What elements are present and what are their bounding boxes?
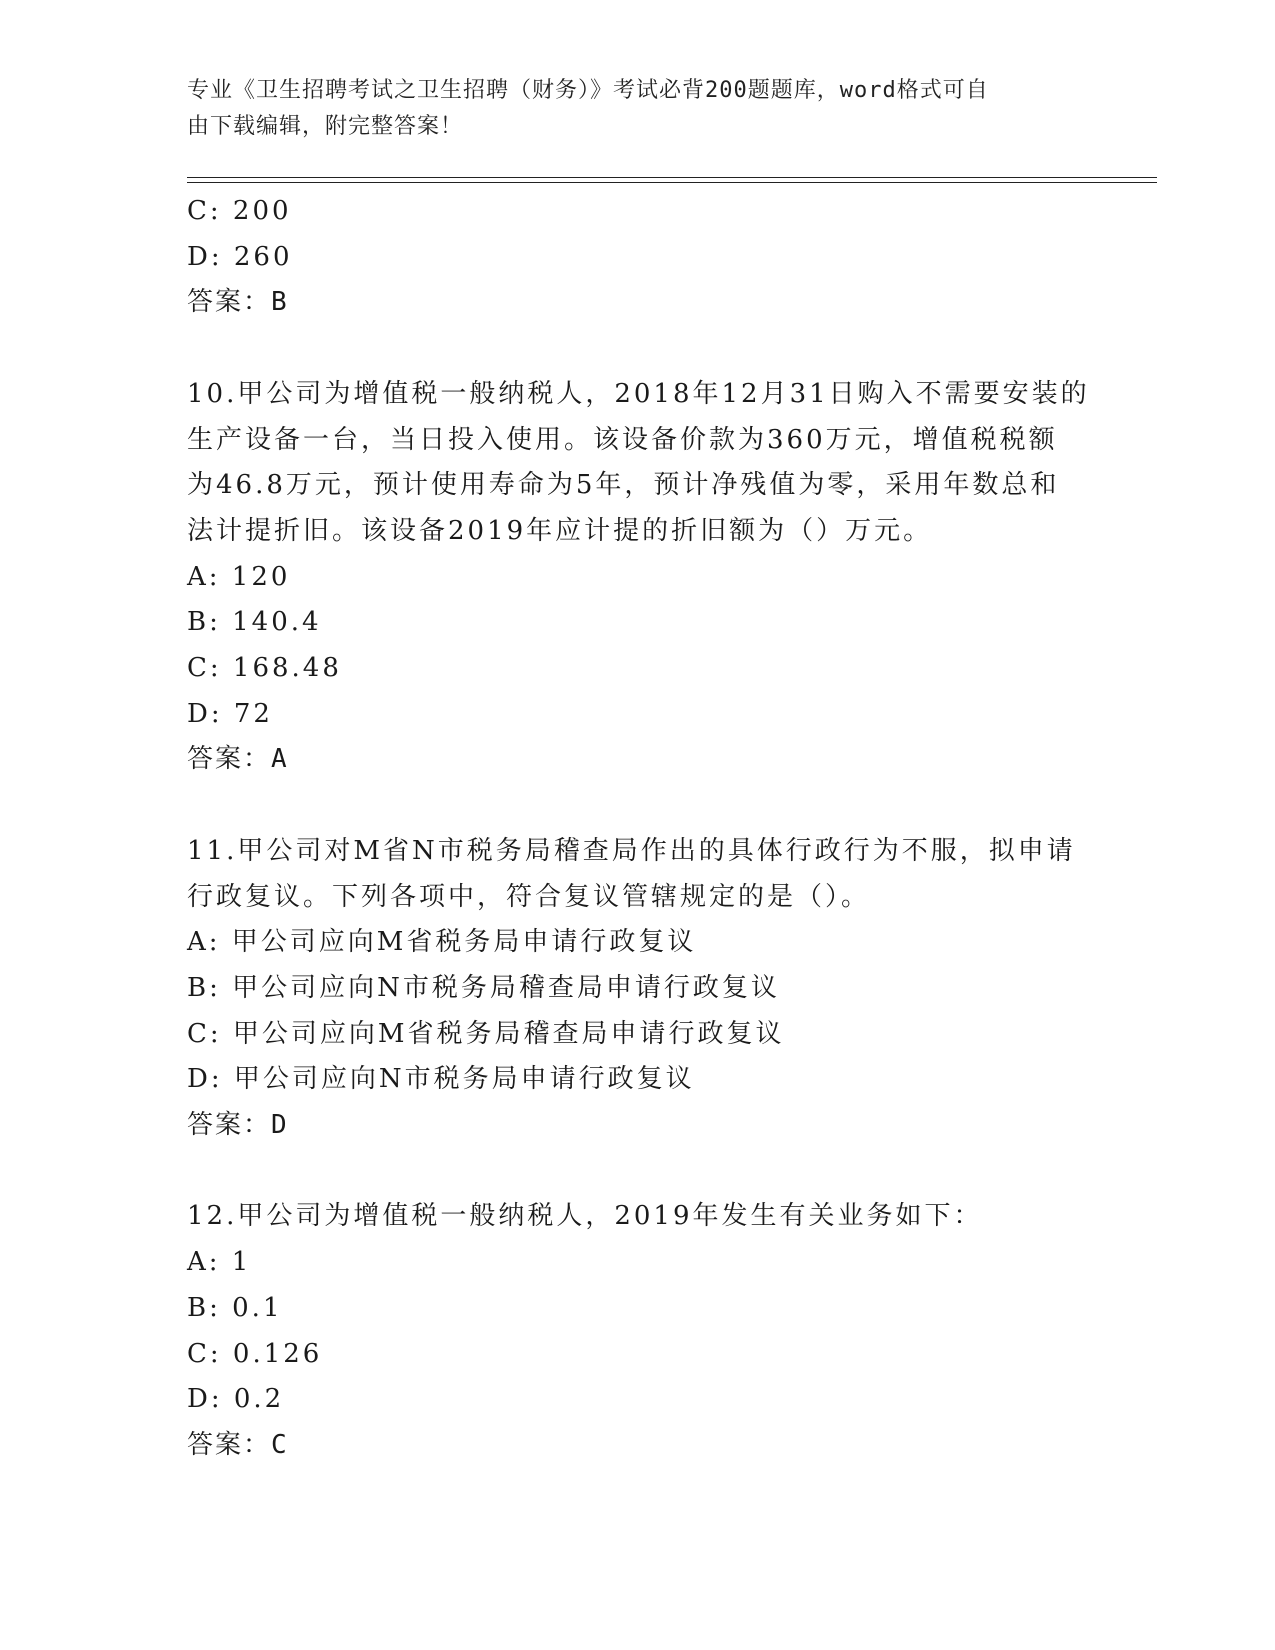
question-text: 法计提折旧。该设备2019年应计提的折旧额为（）万元。 (187, 515, 933, 546)
option: B: 甲公司应向N市税务局稽查局申请行政复议 (187, 972, 780, 1003)
option: D: 甲公司应向N市税务局申请行政复议 (187, 1064, 695, 1095)
option: C: 168.48 (187, 653, 342, 684)
answer: 答案：B (187, 287, 289, 318)
question-text: 12.甲公司为增值税一般纳税人，2019年发生有关业务如下： (187, 1201, 983, 1232)
question-10 (187, 372, 1090, 783)
header-line: 专业《卫生招聘考试之卫生招聘（财务）》考试必背200题题库，word格式可自 (187, 78, 989, 103)
option: D: 72 (187, 698, 273, 729)
answer: 答案：A (187, 744, 289, 775)
header-divider (187, 177, 1157, 178)
option: A: 120 (187, 561, 291, 592)
question-list (187, 189, 1090, 1469)
page-header (187, 73, 1067, 145)
option: C: 0.126 (187, 1338, 323, 1369)
option: D: 0.2 (187, 1384, 285, 1415)
question-text: 为46.8万元，预计使用寿命为5年，预计净残值为零，采用年数总和 (187, 470, 1060, 501)
option: A: 1 (187, 1247, 252, 1278)
option: C: 甲公司应向M省税务局稽查局申请行政复议 (187, 1018, 785, 1049)
question-11 (187, 829, 1087, 1149)
option: A: 甲公司应向M省税务局申请行政复议 (187, 927, 697, 958)
option: B: 140.4 (187, 607, 322, 638)
question-text: 生产设备一台，当日投入使用。该设备价款为360万元，增值税税额 (187, 424, 1058, 455)
header-divider (187, 182, 1157, 183)
question-text: 行政复议。下列各项中，符合复议管辖规定的是（）。 (187, 881, 871, 912)
question-text: 10.甲公司为增值税一般纳税人，2018年12月31日购入不需要安装的 (187, 378, 1090, 409)
header-line: 由下载编辑，附完整答案！ (187, 114, 464, 139)
option: B: 0.1 (187, 1292, 283, 1323)
question-text: 11.甲公司对M省N市税务局稽查局作出的具体行政行为不服，拟申请 (187, 835, 1076, 866)
answer: 答案：C (187, 1429, 289, 1460)
option: D: 260 (187, 241, 293, 272)
answer: 答案：D (187, 1110, 289, 1141)
question-12 (187, 1194, 1087, 1468)
option: C: 200 (187, 196, 292, 226)
carryover-block (187, 189, 1087, 326)
